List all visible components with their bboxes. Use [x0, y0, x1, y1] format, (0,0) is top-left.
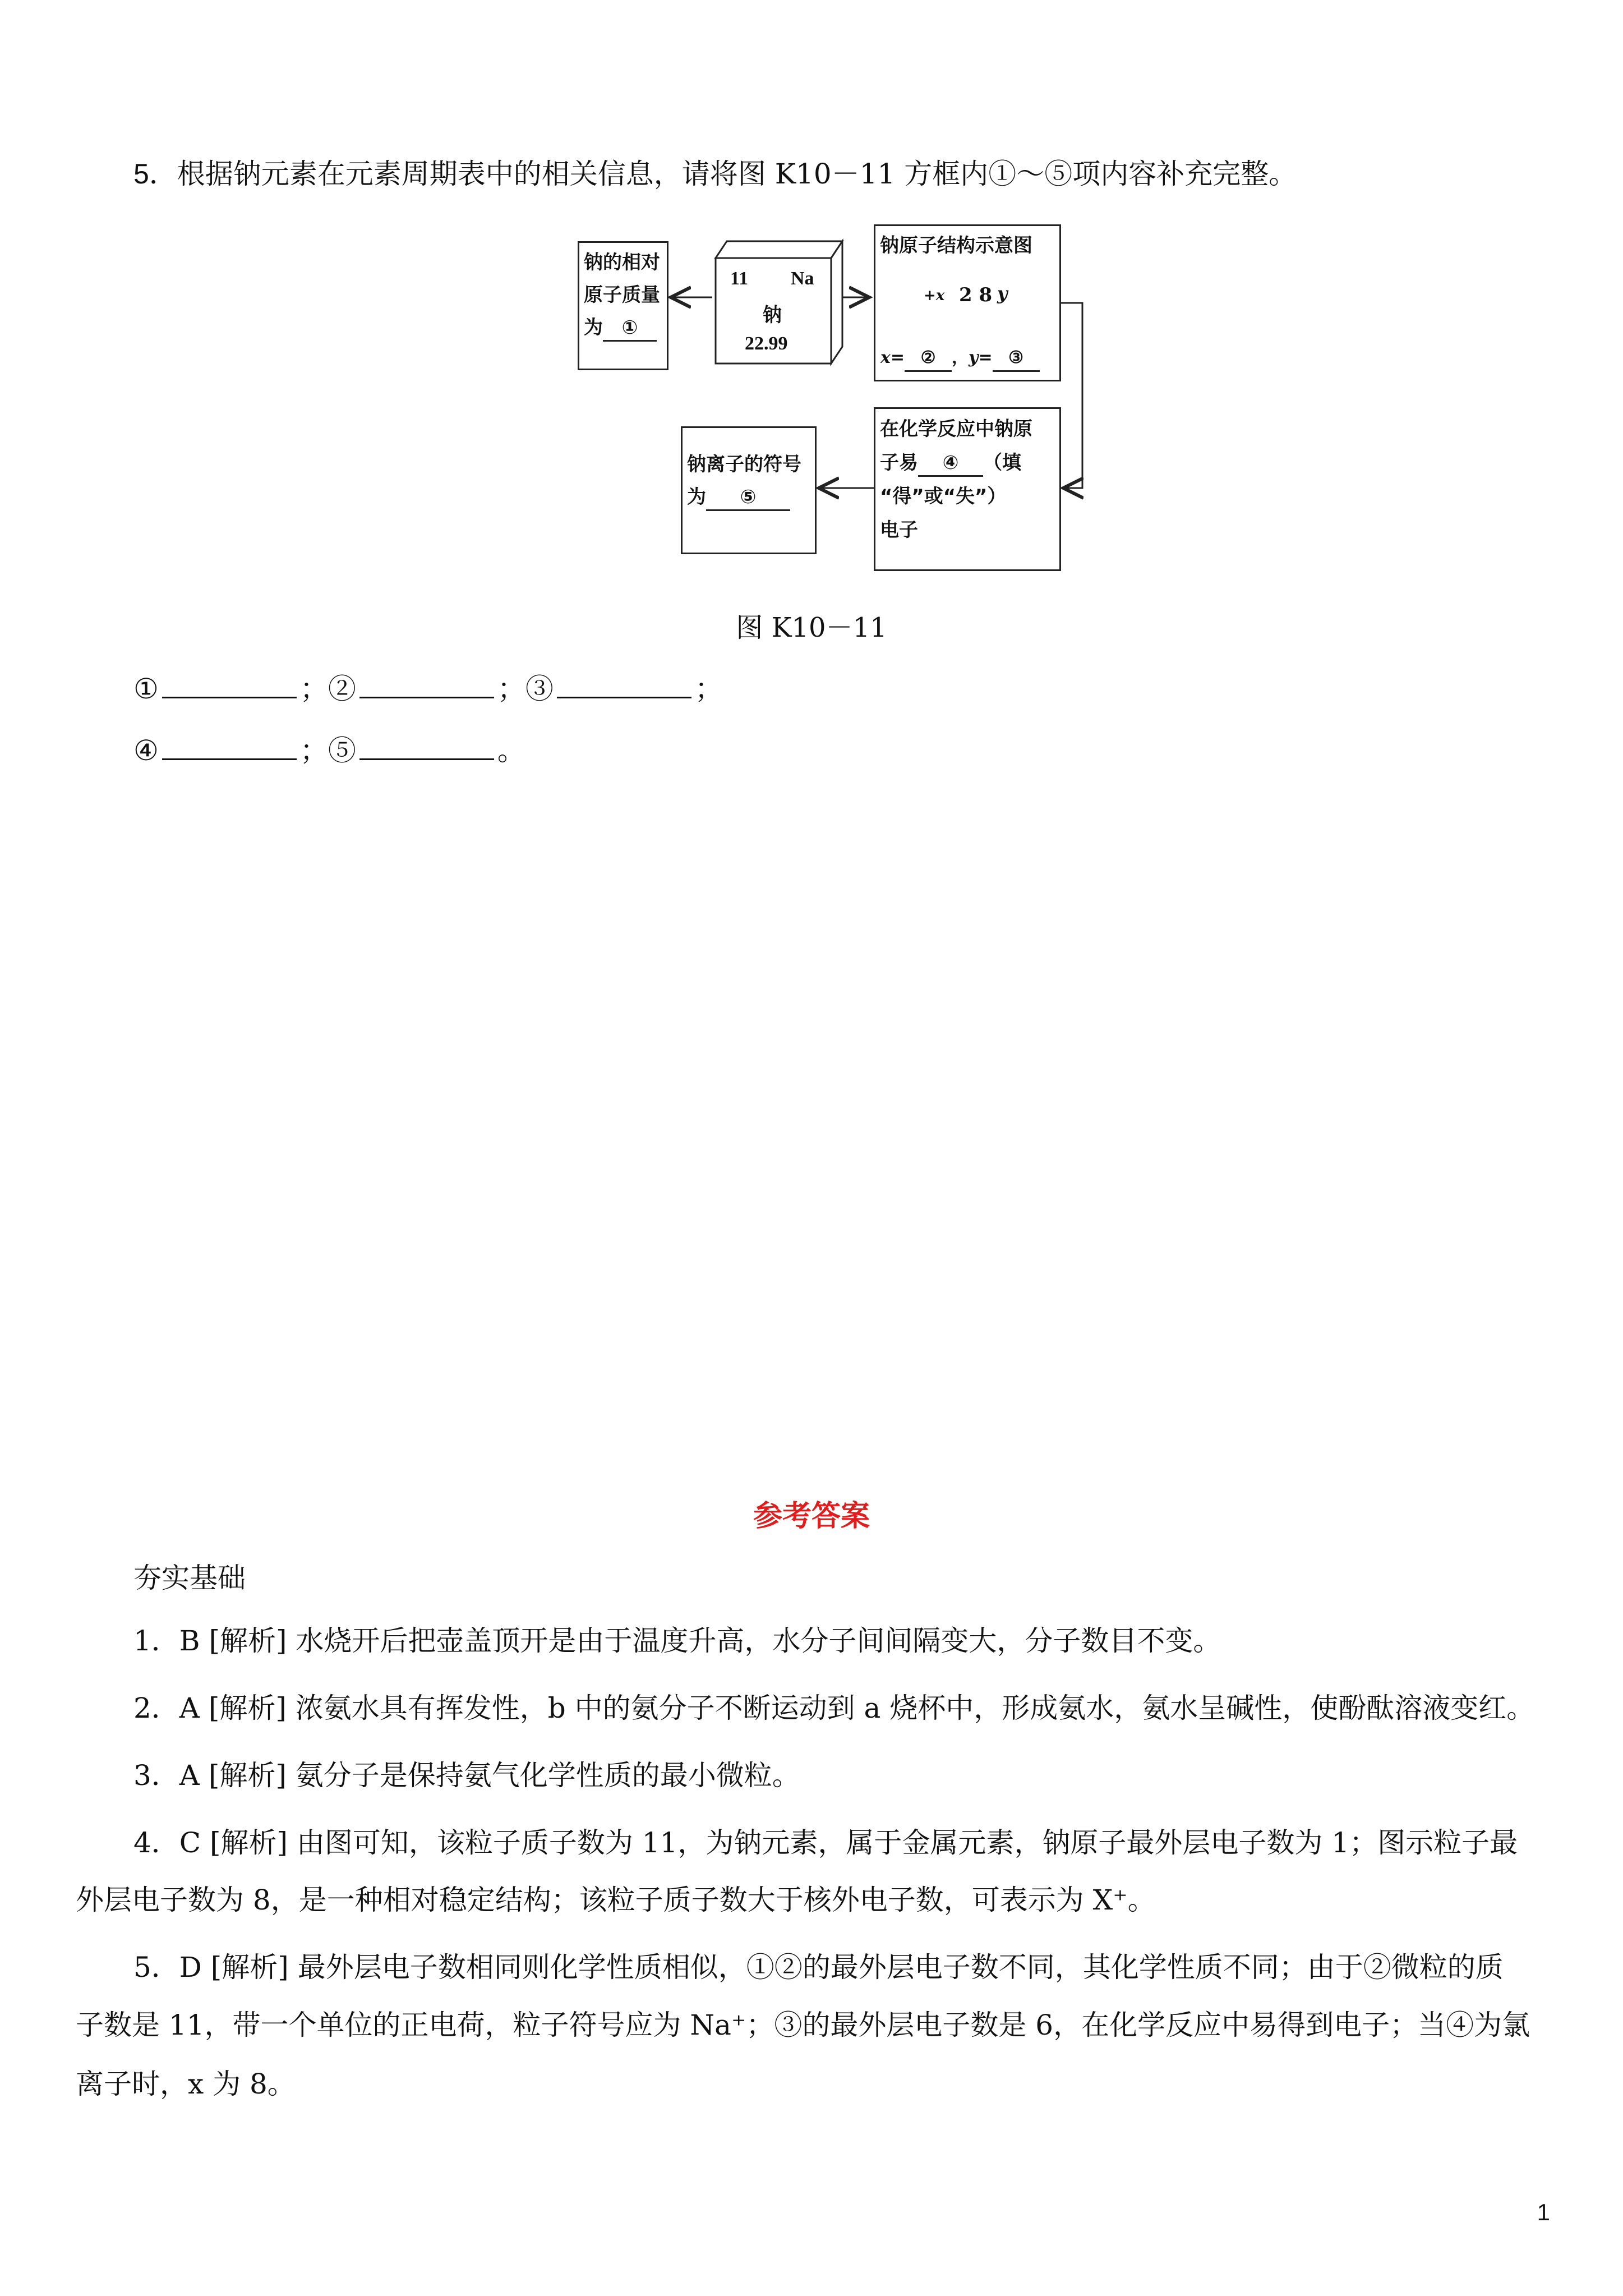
blank-label-4: ④ — [133, 734, 159, 767]
answers-title: 参考答案 — [753, 1499, 870, 1533]
figure-caption: 图 K10－11 — [736, 612, 887, 643]
blank-label-5: ；⑤ — [299, 734, 356, 767]
reaction-line4: 电子 — [880, 519, 918, 541]
atomic-mass: 22.99 — [745, 333, 788, 354]
ion-line2-prefix: 为 — [687, 486, 706, 508]
mass-box-line2: 原子质量 — [584, 284, 660, 306]
y-label: y= — [969, 348, 993, 367]
blank-1: ① — [603, 315, 657, 342]
answer-4-line-1: 4．C [解析] 由图可知，该粒子质子数为 11，为钠元素，属于金属元素，钠原子最外层电子数为 1；图示粒子最 — [133, 1826, 1518, 1859]
structure-title: 钠原子结构示意图 — [880, 234, 1032, 257]
mass-box-line1: 钠的相对 — [584, 251, 660, 274]
blank-5: ⑤ — [706, 485, 790, 511]
element-symbol: Na — [791, 268, 814, 289]
ion-line1: 钠离子的符号 — [687, 453, 801, 476]
reaction-line1: 在化学反应中钠原 — [880, 418, 1032, 440]
line1-end: ； — [694, 673, 723, 705]
element-card — [718, 263, 830, 364]
reaction-line2-prefix: 子易 — [880, 452, 918, 474]
question-number: 5 — [133, 158, 149, 190]
x-label: x= — [880, 348, 905, 367]
reaction-line3: “得”或“失”） — [880, 485, 1007, 508]
answer-2: 2．A [解析] 浓氨水具有挥发性，b 中的氨分子不断运动到 a 烧杯中，形成氨水，氨水呈碱性，使酚酞溶液变红。 — [133, 1692, 1535, 1724]
question-5 — [133, 154, 1297, 194]
answer-blank-3[interactable] — [557, 668, 691, 698]
relative-mass-box — [578, 241, 668, 370]
answer-4-line-2: 外层电子数为 8，是一种相对稳定结构；该粒子质子数大于核外电子数，可表示为 X⁺。 — [76, 1884, 1156, 1916]
question-text: ．根据钠元素在元素周期表中的相关信息，请将图 K10－11 方框内①～⑤项内容补充完整。 — [149, 158, 1297, 190]
mass-box-prefix: 为 — [584, 316, 603, 339]
line2-end: 。 — [497, 734, 525, 767]
sodium-diagram — [578, 224, 1110, 583]
answer-5-line-1: 5．D [解析] 最外层电子数相同则化学性质相似，①②的最外层电子数不同，其化学性质不同；由于②微粒的质 — [133, 1951, 1504, 1984]
xy-separator: ， — [952, 348, 969, 367]
reaction-line2-suffix: （填 — [983, 452, 1021, 474]
outer-shell-y: y — [997, 283, 1008, 304]
blank-3: ③ — [993, 346, 1040, 372]
blank-4: ④ — [918, 450, 983, 477]
page-number: 1 — [1537, 2199, 1550, 2225]
atomic-number: 11 — [730, 268, 749, 289]
answer-5-line-3: 离子时，x 为 8。 — [76, 2068, 296, 2100]
answer-blank-4[interactable] — [162, 729, 297, 760]
nucleus-charge: +x — [924, 287, 945, 304]
answer-blank-2[interactable] — [359, 668, 494, 698]
answer-blanks-line-1 — [133, 668, 723, 708]
answer-blank-5[interactable] — [359, 729, 494, 760]
answer-3: 3．A [解析] 氨分子是保持氨气化学性质的最小微粒。 — [133, 1759, 800, 1792]
shell-electrons: 2 8 — [959, 284, 993, 306]
answer-blanks-line-2 — [133, 729, 525, 770]
answer-1: 1．B [解析] 水烧开后把壶盖顶开是由于温度升高，水分子间间隔变大，分子数目不变。 — [133, 1625, 1221, 1657]
ion-symbol-box — [681, 426, 817, 554]
answer-5-line-2: 子数是 11，带一个单位的正电荷，粒子符号应为 Na⁺；③的最外层电子数是 6，在化学反应中易得到电子；当④为氯 — [76, 2009, 1530, 2041]
section-heading: 夯实基础 — [133, 1562, 246, 1594]
answer-blank-1[interactable] — [162, 668, 297, 698]
structure-blanks — [880, 343, 1040, 372]
element-name: 钠 — [763, 304, 782, 326]
blank-label-2: ；② — [299, 673, 356, 705]
reaction-box — [874, 407, 1061, 571]
blank-label-3: ；③ — [497, 673, 554, 705]
blank-label-1: ① — [133, 673, 159, 705]
blank-2: ② — [905, 346, 952, 372]
